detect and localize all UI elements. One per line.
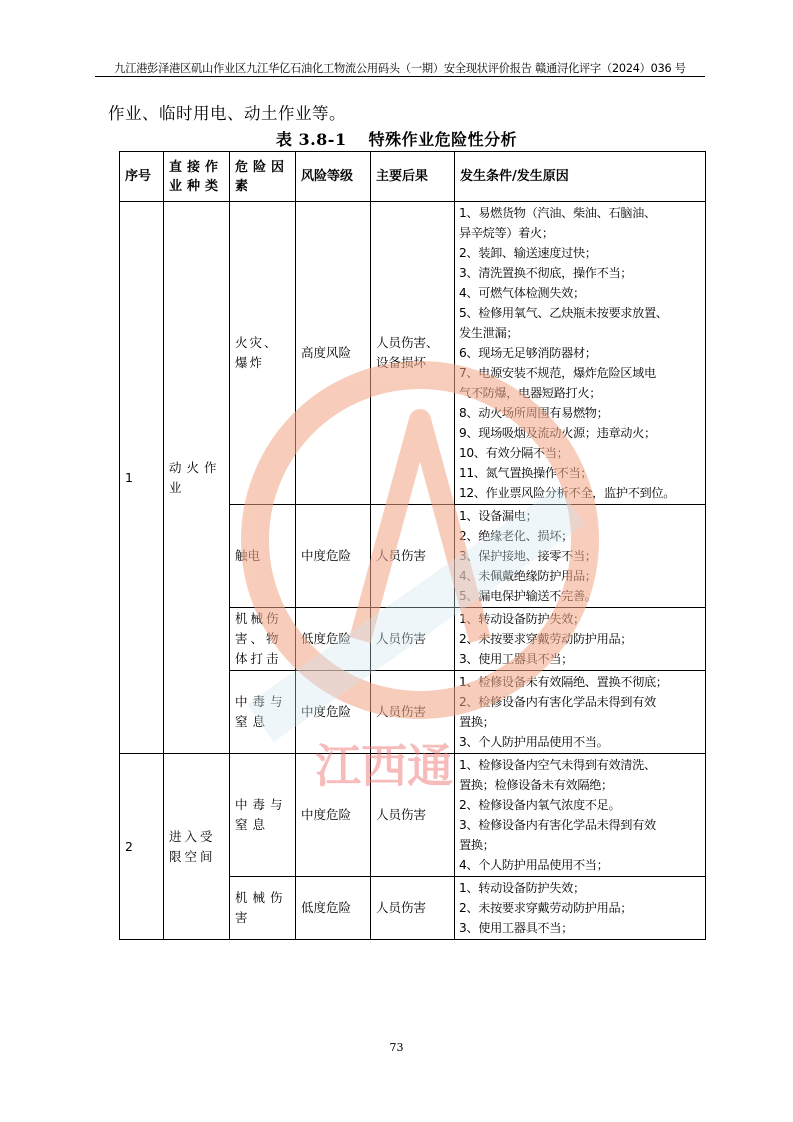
condition-line: 12、作业票风险分析不全，监护不到位。	[459, 486, 676, 500]
cell-conditions	[455, 671, 706, 754]
cell-conditions	[455, 877, 706, 940]
condition-line: 2、未按要求穿戴劳动防护用品；	[459, 632, 633, 646]
condition-line: 置换；	[459, 838, 495, 852]
cell-hazard: 触电	[230, 505, 296, 608]
cell-hazard: 机械伤害、物体打击	[230, 608, 296, 671]
condition-line: 3、使用工器具不当；	[459, 921, 573, 935]
condition-line: 5、漏电保护输送不完善。	[459, 589, 597, 603]
condition-line: 2、检修设备内有害化学品未得到有效	[459, 695, 656, 709]
cell-consequence: 人员伤害	[371, 671, 455, 754]
table-row	[120, 754, 706, 877]
condition-line: 气不防爆，电器短路打火；	[459, 386, 602, 400]
condition-line: 9、现场吸烟及流动火源；违章动火；	[459, 426, 656, 440]
condition-line: 3、清洗置换不彻底，操作不当；	[459, 266, 633, 280]
condition-line: 1、检修设备内空气未得到有效清洗、	[459, 758, 656, 772]
cell-risk-level: 中度危险	[296, 505, 371, 608]
watermark-text: 江西通	[315, 739, 453, 793]
header-divider	[95, 76, 705, 77]
condition-line: 异辛烷等）着火；	[459, 226, 554, 240]
condition-line: 3、使用工器具不当；	[459, 652, 573, 666]
condition-line: 1、检修设备未有效隔绝、置换不彻底；	[459, 675, 668, 689]
cell-hazard: 中毒与窒息	[230, 671, 296, 754]
col-header-seq: 序号	[120, 152, 164, 202]
cell-consequence: 人员伤害	[371, 877, 455, 940]
condition-line: 2、检修设备内氧气浓度不足。	[459, 798, 621, 812]
cell-risk-level: 高度风险	[296, 202, 371, 505]
cell-hazard: 中毒与窒息	[230, 754, 296, 877]
condition-line: 1、易燃货物（汽油、柴油、石脑油、	[459, 206, 656, 220]
cell-seq: 2	[120, 754, 164, 940]
condition-line: 2、未按要求穿戴劳动防护用品；	[459, 901, 633, 915]
table-caption-title: 特殊作业危险性分析	[368, 130, 518, 149]
col-header-level: 风险等级	[296, 152, 371, 202]
col-header-consequence: 主要后果	[371, 152, 455, 202]
cell-work-type: 进入受限空间	[164, 754, 230, 940]
condition-line: 发生泄漏；	[459, 326, 519, 340]
condition-line: 4、未佩戴绝缘防护用品；	[459, 569, 597, 583]
condition-line: 1、转动设备防护失效；	[459, 881, 585, 895]
col-header-hazard: 危险因素	[230, 152, 296, 202]
condition-line: 4、可燃气体检测失效；	[459, 286, 585, 300]
condition-line: 3、保护接地、接零不当；	[459, 549, 597, 563]
cell-hazard: 机械伤害	[230, 877, 296, 940]
cell-consequence: 人员伤害、设备损坏	[371, 202, 455, 505]
condition-line: 11、氮气置换操作不当；	[459, 466, 593, 480]
cell-seq: 1	[120, 202, 164, 754]
condition-line: 4、个人防护用品使用不当；	[459, 858, 609, 872]
body-text-lead: 作业、临时用电、动土作业等。	[108, 104, 346, 123]
table-header-row	[120, 152, 706, 202]
cell-consequence: 人员伤害	[371, 505, 455, 608]
cell-consequence: 人员伤害	[371, 754, 455, 877]
condition-line: 1、转动设备防护失效；	[459, 612, 585, 626]
cell-risk-level: 中度危险	[296, 671, 371, 754]
cell-work-type: 动火作业	[164, 202, 230, 754]
cell-risk-level: 低度危险	[296, 608, 371, 671]
col-header-type: 直接作业种类	[164, 152, 230, 202]
condition-line: 8、动火场所周围有易燃物；	[459, 406, 609, 420]
page-number: 73	[389, 1041, 404, 1054]
condition-line: 3、个人防护用品使用不当。	[459, 735, 609, 749]
condition-line: 2、绝缘老化、损坏；	[459, 529, 573, 543]
condition-line: 置换；检修设备未有效隔绝；	[459, 778, 613, 792]
condition-line: 5、检修用氧气、乙炔瓶未按要求放置、	[459, 306, 668, 320]
condition-line: 6、现场无足够消防器材；	[459, 346, 597, 360]
running-header: 九江港彭泽港区矶山作业区九江华亿石油化工物流公用码头（一期）安全现状评价报告 赣通浔化评字（2024）036 号	[114, 62, 686, 75]
special-work-hazard-table	[119, 151, 706, 940]
table-row	[120, 202, 706, 505]
cell-conditions	[455, 754, 706, 877]
cell-risk-level: 中度危险	[296, 754, 371, 877]
condition-line: 置换；	[459, 715, 495, 729]
table-caption-number: 表 3.8-1	[275, 130, 347, 149]
cell-conditions	[455, 505, 706, 608]
cell-conditions	[455, 202, 706, 505]
condition-line: 7、电源安装不规范，爆炸危险区域电	[459, 366, 656, 380]
col-header-condition: 发生条件/发生原因	[455, 152, 706, 202]
cell-conditions	[455, 608, 706, 671]
condition-line: 2、装卸、输送速度过快；	[459, 246, 597, 260]
cell-risk-level: 低度危险	[296, 877, 371, 940]
condition-line: 3、检修设备内有害化学品未得到有效	[459, 818, 656, 832]
table-caption	[0, 127, 793, 150]
condition-line: 10、有效分隔不当；	[459, 446, 569, 460]
cell-hazard: 火灾、爆炸	[230, 202, 296, 505]
condition-line: 1、设备漏电；	[459, 509, 538, 523]
cell-consequence: 人员伤害	[371, 608, 455, 671]
